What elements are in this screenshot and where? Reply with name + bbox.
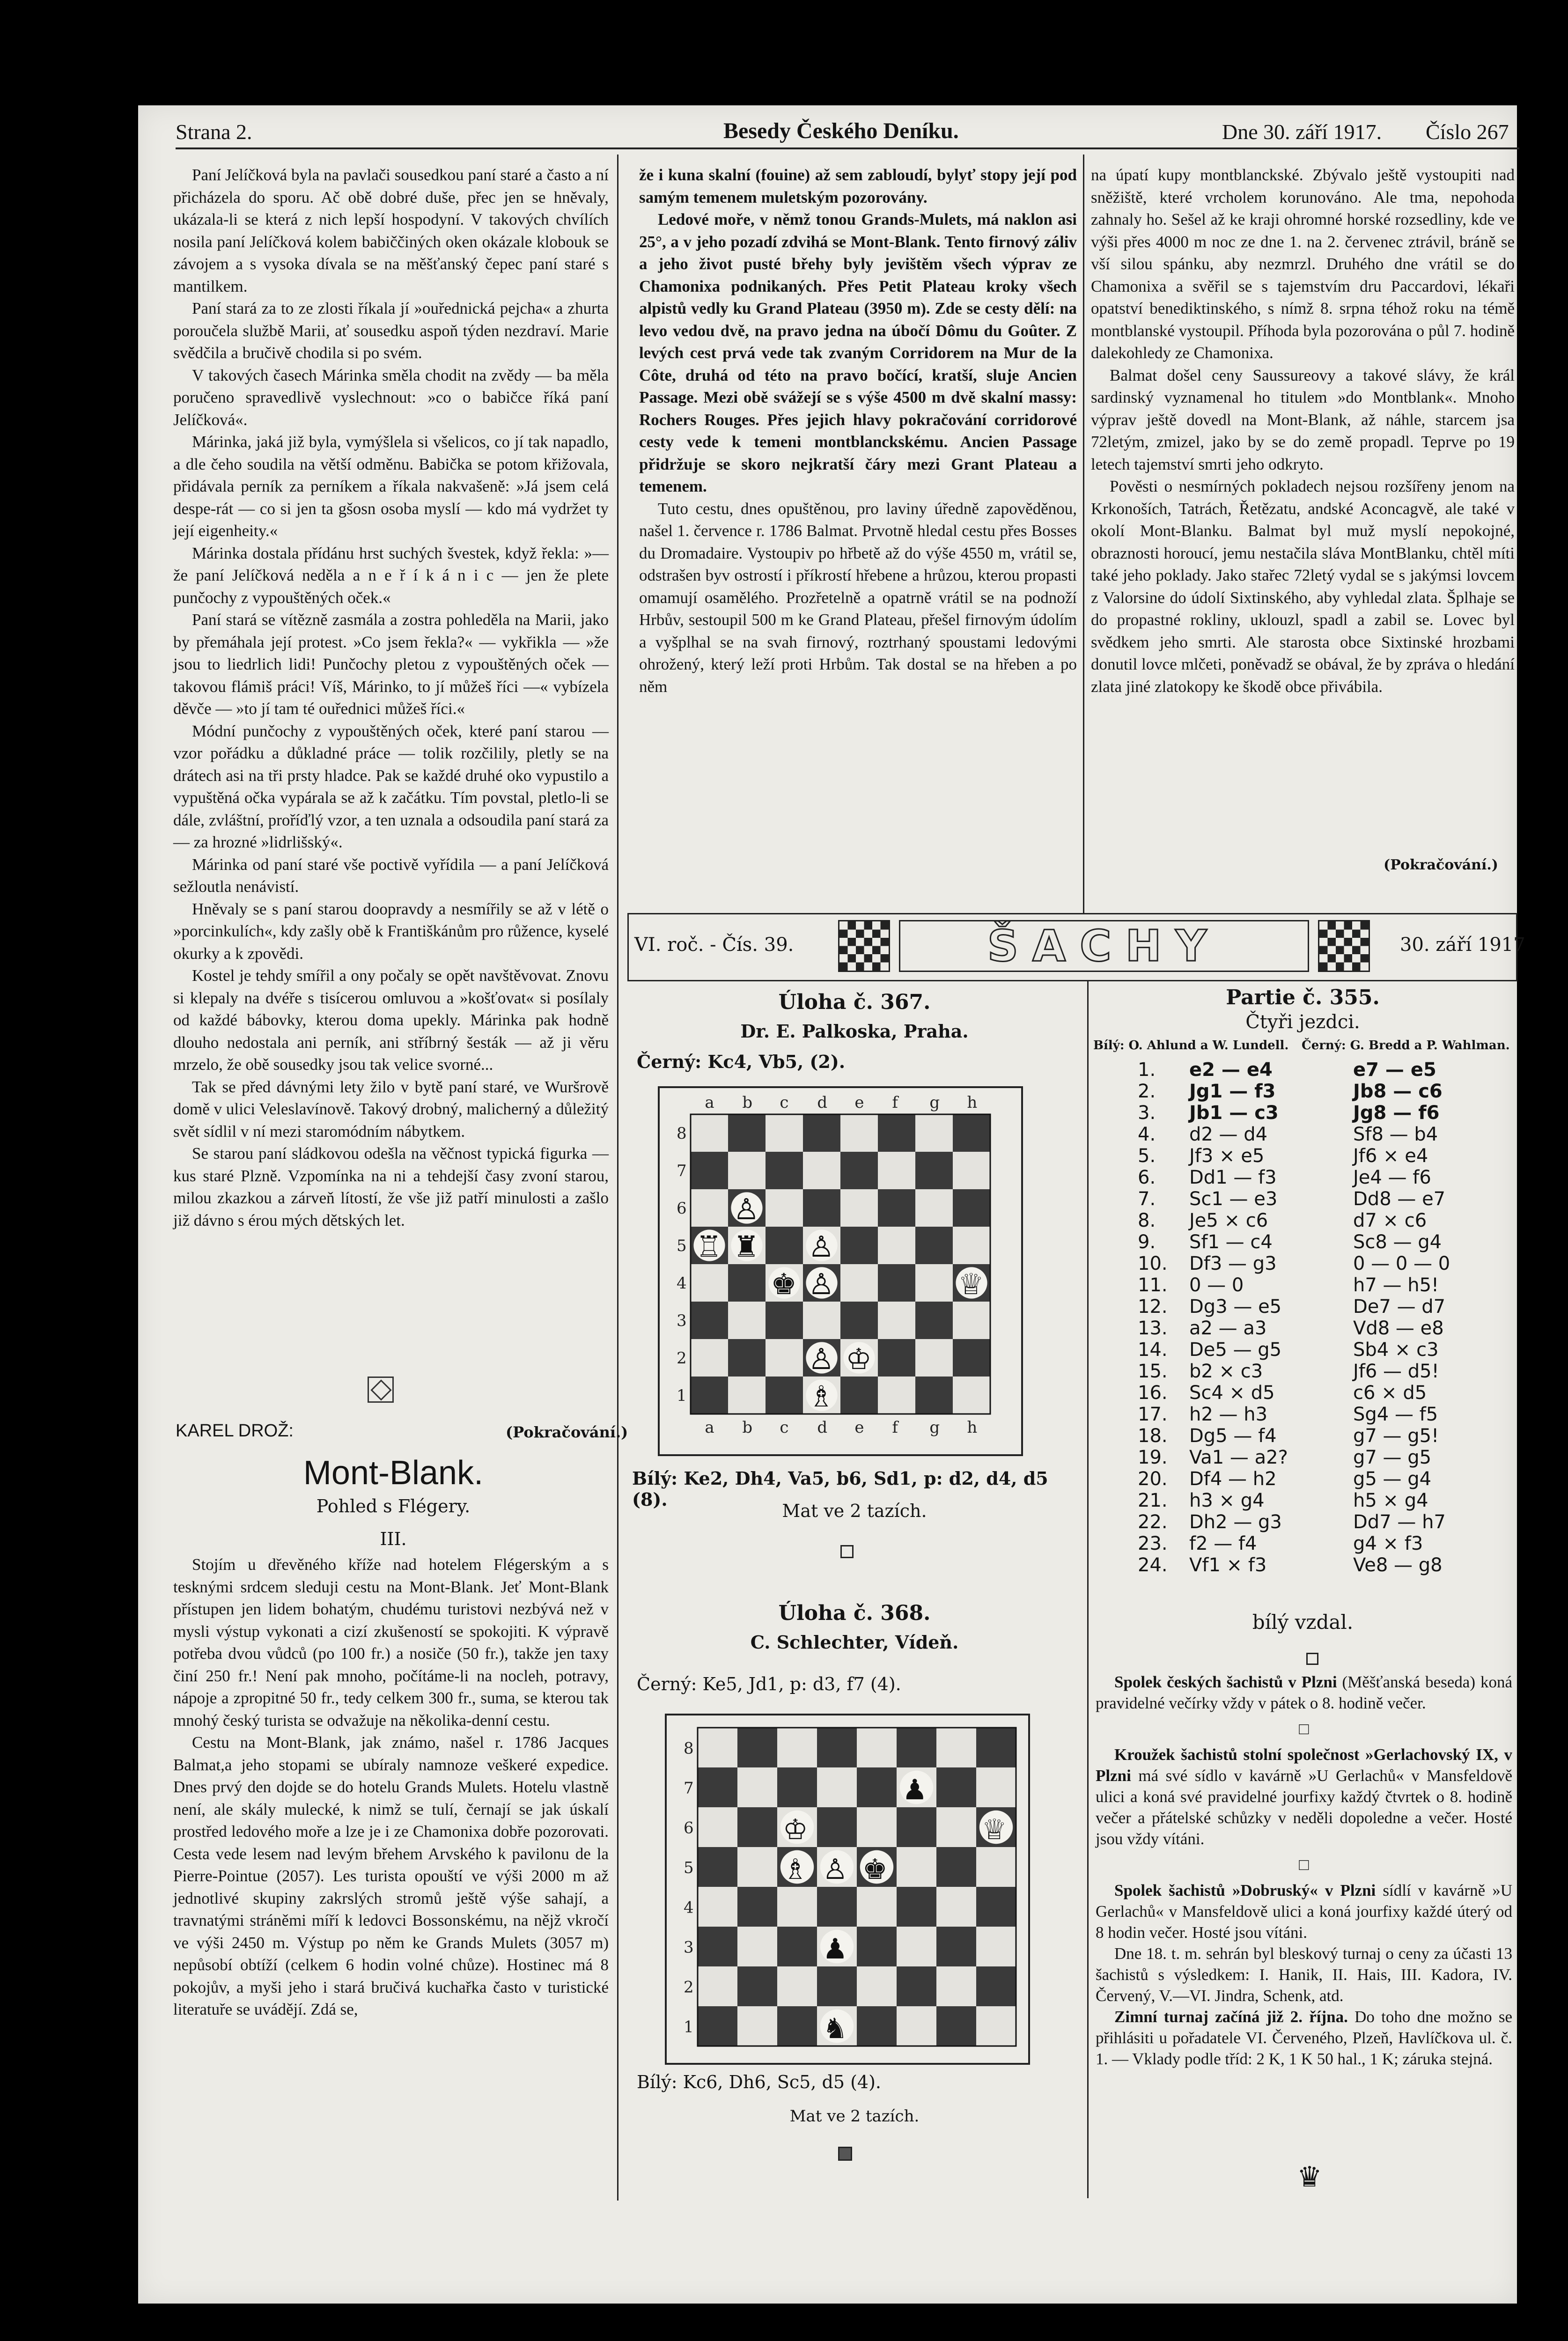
rank-label: 5	[684, 1858, 694, 1877]
board-square	[953, 1152, 990, 1189]
problem-368-black: Černý: Ke5, Jd1, p: d3, f7 (4).	[637, 1674, 901, 1694]
board-square	[817, 1966, 857, 2006]
black-move: d7 × c6	[1353, 1210, 1427, 1231]
board-square	[878, 1339, 915, 1377]
column-3: na úpatí kupy montblanckské. Zbývalo ještě vystoupiti nad sněžiště, které vrcholem korunováno. Ale tma, nepohoda zahnaly ho. Sešel až ke kraji ohromné horské rozsedliny, kde ve výši přes 4000 m noc ze dne 1. na 2. červenec ztrávil, bráně se vší silou spánku, aby nezmrzl. Druhého dne vrátil se do Chamonixa a svěřil se s tajemstvím dru Paccardovi, lékaři opatství benediktinského, s nímž 8. srpna téhož roku na témě montblanské vystoupil. Příhoda byla pozorována o půl 7. hodině dalekohledy ze Chamonixa. Balmat došel ceny Saussureovy a takové slávy, že král sardinský vyznamenal ho titulem »do Montblank«. Mnoho výprav ještě dovedl na Mont-Blank, až náhle, starcem jsa 72letým, zmizel, jako by se do země propadl. Teprve po 19 letech tajemství smrti jeho odkryto. Pověsti o nesmírných pokladech nejsou rozšířeny jenom na Krkonoších, Tatrách, Řetězatu, andské Aconcagvě, ale také v okolí Mont-Blanku. Balmat byl muž myslí nepokojné, obraznosti horoucí, jemu nestačila sláva MontBlanku, chtěl míti také jeho poklady. Jako stařec 72letý vydal se s jakýmsi lovcem z Valorsine do údolí Sixtinského, aby vyhledal zlata. Šplhaje se do propastné rokliny, uklouzl, spadl a zabil se. Lovec byl svědkem jeho smrti. Ale starosta obce Sixtinské hrozbami donutil lovce mlčeti, poněvadž se obával, že by zpráva o hledání zlata jiné zlatokopy ke škodě obce přivábila.	[1091, 166, 1515, 696]
move-number: 20.	[1138, 1468, 1168, 1490]
board-square	[728, 1302, 766, 1339]
board-square	[936, 2006, 976, 2046]
chess-piece: ♗	[808, 1379, 834, 1413]
white-move: Sc1 — e3	[1189, 1188, 1278, 1210]
board-square	[817, 1767, 857, 1807]
game-white-players: Bílý: O. Ahlund a W. Lundell.	[1093, 1038, 1289, 1053]
move-number: 6.	[1138, 1167, 1156, 1188]
board-square	[728, 1264, 766, 1302]
board-square	[698, 1927, 737, 1966]
article-title: Mont-Blank.	[303, 1454, 484, 1492]
board-square	[691, 1152, 728, 1189]
chess-piece: ♚	[771, 1267, 797, 1301]
board-square	[897, 1927, 936, 1966]
move-number: 23.	[1138, 1533, 1168, 1554]
chess-piece: ♕	[958, 1267, 984, 1301]
rank-label: 6	[677, 1199, 687, 1218]
column-rule	[617, 155, 618, 2201]
board-square	[915, 1114, 953, 1152]
problem-367-board	[658, 1086, 1023, 1456]
chess-piece: ♙	[808, 1229, 834, 1264]
white-move: Va1 — a2?	[1189, 1447, 1288, 1468]
move-number: 14.	[1138, 1339, 1168, 1361]
black-move: h5 × g4	[1353, 1490, 1428, 1511]
rank-label: 2	[677, 1349, 687, 1368]
board-square	[691, 1114, 728, 1152]
chess-piece: ♙	[808, 1267, 834, 1301]
board-square	[840, 1152, 878, 1189]
separator-icon	[1306, 1653, 1318, 1665]
board-square	[698, 1966, 737, 2006]
board-square	[953, 1189, 990, 1227]
problem-367-white: Bílý: Ke2, Dh4, Va5, b6, Sd1, p: d2, d4, d5 (8).	[632, 1468, 1048, 1510]
chess-piece: ♖	[696, 1229, 722, 1264]
file-label: c	[780, 1418, 789, 1437]
black-move: Vd8 — e8	[1353, 1318, 1444, 1339]
chess-piece: ♚	[862, 1853, 888, 1886]
rank-label: 7	[684, 1779, 694, 1798]
move-number: 22.	[1138, 1511, 1168, 1533]
rank-label: 1	[677, 1386, 687, 1405]
board-square	[857, 1887, 897, 1927]
board-square	[953, 1377, 990, 1414]
board-square	[915, 1302, 953, 1339]
chess-piece: ♙	[733, 1192, 759, 1226]
chess-piece: ♗	[782, 1853, 808, 1886]
problem-368-white: Bílý: Kc6, Dh6, Sc5, d5 (4).	[637, 2072, 881, 2092]
chess-emblem-left	[838, 920, 890, 972]
board-square	[976, 1887, 1016, 1927]
board-square	[728, 1377, 766, 1414]
rank-label: 8	[677, 1124, 687, 1143]
chess-clubs: Spolek českých šachistů v Plzni (Měšťanská beseda) koná pravidelné večírky vždy v pátek o 8. hodině večer. □ Kroužek šachistů stolní společnost »Gerlachovský IX, v Plzni má své sídlo v kavárně »U Gerlachů« v Mansfeldově ulici a koná své pravidelné jourfixy každý čtvrtek o 8. hodině večer a přátelské schůzky v neděli dopoledne a večer. Hosté jsou vždy vítáni. □ Spolek šachistů »Dobruský« v Plzni sídlí v kavárně »U Gerlachů« v Mansfeldově ulici a koná jourfixy každé úterý od 8 hodin večer. Hosté jsou vítáni. Dne 18. t. m. sehrán byl bleskový turnaj o ceny za účasti 13 šachistů s výsledkem: I. Hanik, II. Hais, III. Kadora, IV. Červený, V.—VI. Jindra, Schenk, atd. Zimní turnaj začíná již 2. října. Do toho dne možno se přihlásiti u pořadatele VI. Červeného, Plzeň, Havlíčkova ul. č. 1. — Vklady podle tříd: 2 K, 1 K 50 hal., 1 K; záruka stejná.	[1096, 1673, 1512, 2068]
board-square	[766, 1227, 803, 1264]
separator-icon	[840, 1545, 854, 1558]
board-square	[766, 1339, 803, 1377]
board-square	[936, 1887, 976, 1927]
board-square	[840, 1302, 878, 1339]
board-square	[857, 1728, 897, 1767]
rank-label: 5	[677, 1237, 687, 1255]
chess-title: ŠACHY	[899, 920, 1309, 972]
board-square	[737, 1887, 777, 1927]
separator-icon	[838, 2147, 852, 2161]
move-number: 1.	[1138, 1059, 1156, 1081]
move-number: 15.	[1138, 1361, 1168, 1382]
white-move: Sc4 × d5	[1189, 1382, 1275, 1404]
black-move: c6 × d5	[1353, 1382, 1427, 1404]
move-number: 21.	[1138, 1490, 1168, 1511]
board-square	[915, 1189, 953, 1227]
board-square	[976, 1966, 1016, 2006]
black-move: 0 — 0 — 0	[1353, 1253, 1450, 1274]
move-number: 7.	[1138, 1188, 1156, 1210]
board-square	[857, 1966, 897, 2006]
move-number: 8.	[1138, 1210, 1156, 1231]
board-square	[691, 1339, 728, 1377]
board-square	[878, 1152, 915, 1189]
file-label: a	[705, 1418, 714, 1437]
black-move: Sc8 — g4	[1353, 1231, 1442, 1253]
board-square	[976, 2006, 1016, 2046]
white-move: 0 — 0	[1189, 1274, 1244, 1296]
white-move: Dg3 — e5	[1189, 1296, 1282, 1318]
board-square	[803, 1114, 840, 1152]
board-square	[878, 1227, 915, 1264]
move-number: 10.	[1138, 1253, 1168, 1274]
board-square	[936, 1927, 976, 1966]
black-move: Jb8 — c6	[1353, 1081, 1443, 1102]
board-square	[698, 1887, 737, 1927]
white-move: a2 — a3	[1189, 1318, 1267, 1339]
board-square	[976, 1767, 1016, 1807]
file-label: e	[854, 1093, 864, 1112]
problem-368-task: Mat ve 2 tazích.	[789, 2107, 920, 2126]
black-move: Sg4 — f5	[1353, 1404, 1438, 1425]
file-label: b	[742, 1093, 753, 1112]
file-label: d	[817, 1418, 828, 1437]
file-label: f	[892, 1418, 898, 1437]
board-square	[766, 1377, 803, 1414]
move-number: 4.	[1138, 1124, 1156, 1145]
white-move: Df3 — g3	[1189, 1253, 1277, 1274]
move-number: 3.	[1138, 1102, 1156, 1124]
rank-label: 2	[684, 1978, 694, 1997]
game-black-players: Černý: G. Bredd a P. Wahlman.	[1302, 1038, 1510, 1053]
black-move: h7 — h5!	[1353, 1274, 1439, 1296]
board-square	[915, 1227, 953, 1264]
problem-367-title: Úloha č. 367.	[778, 990, 931, 1014]
board-square	[953, 1302, 990, 1339]
board-square	[777, 1927, 817, 1966]
board-square	[698, 1767, 737, 1807]
problem-367-black: Černý: Kc4, Vb5, (2).	[637, 1051, 846, 1072]
board-square	[840, 1114, 878, 1152]
board-square	[878, 1114, 915, 1152]
white-move: Dg5 — f4	[1189, 1425, 1277, 1447]
board-square	[698, 2006, 737, 2046]
board-square	[897, 1807, 936, 1847]
board-square	[777, 1887, 817, 1927]
issue-number: Číslo 267	[1426, 120, 1509, 144]
chess-piece: ♞	[822, 2012, 848, 2045]
chess-piece: ♙	[808, 1342, 834, 1376]
white-move: Je5 × c6	[1189, 1210, 1268, 1231]
file-label: b	[742, 1418, 753, 1437]
board-square	[817, 1728, 857, 1767]
chess-emblem-right	[1318, 920, 1370, 972]
game-result: bílý vzdal.	[1252, 1611, 1354, 1634]
issue-date: Dne 30. září 1917.	[1222, 120, 1382, 144]
header-rule	[176, 147, 1519, 149]
problem-368-board	[665, 1714, 1030, 2065]
board-square	[698, 1728, 737, 1767]
section-number: III.	[380, 1529, 407, 1549]
board-square	[953, 1114, 990, 1152]
file-label: a	[705, 1093, 714, 1112]
black-move: Sb4 × c3	[1353, 1339, 1439, 1361]
board-square	[976, 1927, 1016, 1966]
white-move: Jf3 × e5	[1189, 1145, 1265, 1167]
board-square	[857, 1927, 897, 1966]
white-move: Sf1 — c4	[1189, 1231, 1273, 1253]
board-square	[766, 1114, 803, 1152]
problem-367-author: Dr. E. Palkoska, Praha.	[740, 1021, 969, 1042]
move-number: 19.	[1138, 1447, 1168, 1468]
black-move: Jf6 — d5!	[1353, 1361, 1439, 1382]
board-square	[915, 1339, 953, 1377]
board-square	[936, 1966, 976, 2006]
board-square	[976, 1728, 1016, 1767]
board-square	[915, 1152, 953, 1189]
masthead: Besedy Českého Deníku.	[723, 118, 959, 143]
black-move: Dd8 — e7	[1353, 1188, 1446, 1210]
ornament-icon	[368, 1377, 394, 1403]
chess-piece: ♟	[902, 1774, 928, 1806]
chess-piece: ♟	[822, 1933, 848, 1966]
board-square	[777, 1767, 817, 1807]
move-number: 16.	[1138, 1382, 1168, 1404]
board-square	[777, 1728, 817, 1767]
board-square	[857, 2006, 897, 2046]
black-move: Je4 — f6	[1353, 1167, 1431, 1188]
board-square	[840, 1189, 878, 1227]
continued-note-3: (Pokračování.)	[1384, 857, 1498, 873]
column-rule	[1087, 981, 1089, 2198]
board-square	[691, 1302, 728, 1339]
chess-piece: ♙	[822, 1853, 848, 1886]
board-square	[737, 1728, 777, 1767]
file-label: g	[929, 1418, 940, 1437]
move-number: 18.	[1138, 1425, 1168, 1447]
column-1-bottom: Stojím u dřevěného kříže nad hotelem Flégerským a s tesknými srdcem sleduji cestu na Mont-Blank. Jeť Mont-Blank přístupen jen lidem bohatým, chudému turistovi nezbývá než v mysli výstup vykonati a cizí zkušeností se spokojiti. K výpravě potřeba dvou vůdců (po 100 fr.) a nosiče (50 fr.), takže jen taxy činí 250 fr.! Není pak mnoho, počítáme-li na nocleh, potravy, nápoje a zpropitné 50 fr., tedy celkem 300 fr., suma, se kterou tak mnohý český turista se odvažuje na několika-denní cestu. Cestu na Mont-Blank, jak známo, našel r. 1786 Jacques Balmat,a jeho stopami se ubíraly namnoze veškeré expedice. Dnes prvý den dojde se do hotelu Grands Mulets. Hotelu vlastně není, ale skály mulecké, k nimž se tulí, černají se jak úskalí prostřed ledového moře a lze je i ze Chamonixa dobře pozorovati. Cesta vede lesem nad levým břehem Arvského k pavilonu de la Pierre-Pointue (2057). Les turista opouští ve výši 2000 m až jednotlivé skupiny zakrslých stromů ještě výše sahají, a travnatými stráněmi míří k ledovci Bossonskému, na nějž vkročí ve výši 2450 m. Výstup po něm ke Grands Mulets (3057 m) nepůsobí obtíží (celkem 6 hodin volné chůze). Hostinec má 8 pokojův, a myši jeho i stará bručivá kuchařka často v turistické literatuře se uvádějí. Zdá se,	[173, 1555, 609, 2018]
board-square	[766, 1152, 803, 1189]
move-number: 13.	[1138, 1318, 1168, 1339]
black-move: g4 × f3	[1353, 1533, 1423, 1554]
black-move: De7 — d7	[1353, 1296, 1446, 1318]
board-square	[936, 1807, 976, 1847]
file-label: f	[892, 1093, 898, 1112]
black-move: g7 — g5	[1353, 1447, 1432, 1468]
board-square	[737, 2006, 777, 2046]
board-square	[897, 2006, 936, 2046]
board-square	[698, 1807, 737, 1847]
white-move: e2 — e4	[1189, 1059, 1273, 1081]
article-subtitle: Pohled s Flégery.	[316, 1496, 471, 1516]
board-square	[803, 1152, 840, 1189]
board-square	[737, 1807, 777, 1847]
move-number: 5.	[1138, 1145, 1156, 1167]
white-move: Jb1 — c3	[1189, 1102, 1279, 1124]
board-square	[817, 1807, 857, 1847]
file-label: d	[817, 1093, 828, 1112]
crown-icon: ♛	[1297, 2161, 1322, 2194]
column-2: že i kuna skalní (fouine) až sem zabloudí, bylyť stopy její pod samým temenem muletským pozorovány. Ledové moře, v němž tonou Grands-Mulets, má naklon asi 25°, a v jeho pozadí zdvihá se Mont-Blank. Tento firnový záliv a jeho život pusté břehy byly jevištěm všech výprav ze Chamonixa podnikaných. Přes Petit Plateau kroky všech alpistů vedly ku Grand Plateau (3950 m). Zde se cesty dělí: na levo vedou dvě, na pravo jedna na úbočí Dômu du Goûter. Z levých cest prvá vede tak zvaným Corridorem na Mur de la Côte, druhá od této na pravo bočící, kratší, sluje Ancien Passage. Mezi obě svážejí se s výše 4500 m dvě skalní massy: Rochers Rouges. Přes jejich hlavy pokračování corridorové cesty vede k temeni montblanckskému. Ancien Passage přidržuje se skoro nejkratší čáry mezi Grant Plateau a temenem. Tuto cestu, dnes opuštěnou, pro laviny úředně zapověděnou, našel 1. července r. 1786 Balmat. Prvotně hledal cestu přes Bosses du Dromadaire. Vystoupiv po hřbetě až do výše 4550 m, vrátil se, odstrašen byv ostrostí i příkrostí hřebene a hrůzou, kterou propasti omamují osamělého. Prozřetelně a opatrně vrátil se na podnoží Hrbův, sestoupil 500 m ke Grand Plateau, přešel firnovým údolím a vyšplhal se na svah firnový, roztrhaný spoustami ledovými ohrožený, který leží proti Hrbům. Tak dostal se na hřeben a po něm	[639, 166, 1077, 696]
board-square	[766, 1189, 803, 1227]
board-square	[936, 1847, 976, 1887]
black-move: g5 — g4	[1353, 1468, 1432, 1490]
board-square	[878, 1302, 915, 1339]
problem-368-title: Úloha č. 368.	[778, 1601, 931, 1625]
board-square	[737, 1847, 777, 1887]
board-square	[953, 1227, 990, 1264]
file-label: h	[967, 1418, 978, 1437]
file-label: g	[929, 1093, 940, 1112]
rank-label: 6	[684, 1818, 694, 1838]
board-square	[698, 1847, 737, 1887]
chess-volume: VI. roč. - Čís. 39.	[634, 934, 794, 956]
board-square	[777, 2006, 817, 2046]
chess-piece: ♕	[981, 1813, 1007, 1846]
board-square	[857, 1807, 897, 1847]
board-square	[737, 1966, 777, 2006]
board-square	[691, 1264, 728, 1302]
board-square	[728, 1114, 766, 1152]
chess-piece: ♜	[733, 1229, 759, 1264]
board-square	[857, 1767, 897, 1807]
white-move: Jg1 — f3	[1189, 1081, 1276, 1102]
black-move: Ve8 — g8	[1353, 1554, 1443, 1576]
board-square	[728, 1339, 766, 1377]
board-square	[878, 1377, 915, 1414]
white-move: f2 — f4	[1189, 1533, 1257, 1554]
black-move: Sf8 — b4	[1353, 1124, 1438, 1145]
move-number: 11.	[1138, 1274, 1168, 1296]
rank-label: 7	[677, 1162, 687, 1180]
white-move: b2 × c3	[1189, 1361, 1263, 1382]
black-move: g7 — g5!	[1353, 1425, 1439, 1447]
white-move: Df4 — h2	[1189, 1468, 1277, 1490]
problem-367-task: Mat ve 2 tazích.	[782, 1501, 927, 1521]
rank-label: 8	[684, 1739, 694, 1758]
chess-date: 30. září 1917	[1400, 934, 1525, 956]
rank-label: 4	[684, 1898, 694, 1917]
column-1-top: Paní Jelíčková byla na pavlači sousedkou paní staré a často a ní přicházela do sporu. Ač obě dobré duše, přec jen se hněvaly, ukázala-li se která z nich lepší hospodyní. V takových chvílích nosila paní Jelíčková kolem babiččiných oken okázale klobouk se závojem a s vysoka dívala se na měšťanský čepec paní staré s mantilkem. Paní stará za to ze zlosti říkala jí »ouřednická pejcha« a zhurta poroučela službě Marii, ať sousedku aspoň týden nezdraví. Marie svědčila a bručivě chodila si po svém. V takových časech Márinka směla chodit na zvědy — ba měla poručeno spravedlivě vyslechnout: »co o babičce říká paní Jelíčková«. Márinka, jaká již byla, vymýšlela si všelicos, co jí tak napadlo, a dle čeho soudila na větší odměnu. Babička se potom křižovala, přidávala perník za perníkem a říkala nakvašeně: »Já jsem celá despe-rát — co si jen ta gšosn osoba myslí — kdo má vydržet ty její eigenheity.« Márinka dostala přídánu hrst suchých švestek, když řekla: »— že paní Jelíčková neděla a n e ř í k á n i c — jen že plete punčochy z vypouštěných oček.« Paní stará se vítězně zasmála a zostra pohleděla na Marii, jako by přemáhala její protest. »Co jsem řekla?« — vykřikla — »že jsou to liedrlich lidi! Punčochy pletou z vypouštěných oček — takovou flámiš práci! Víš, Márinko, to jí můžeš říci —« vybízela děvče — »to jí tam té ouřednici můžeš říci.« Módní punčochy z vypouštěných oček, které paní starou — vzor pořádku a důkladné práce — tolik rozčilily, pletly se na drátech asi na tři prsty hladce. Pak se každé druhé oko vypustilo a vypuštěná očka vypárala se až k začátku. Tím povstal, pletlo-li se dále, zvláštní, proříďlý vzor, a ten uznala a odsoudila paní stará za — za hrozné »lidrlišský«. Márinka od paní staré vše poctivě vyřídila — a paní Jelíčková sežloutla nenávistí. Hněvaly se s paní starou doopravdy a nesmířily se až v létě o »porcinkulích«, kdy zašly obě k Františkánům pro růžence, kyselé okurky a k zpovědi. Kostel je tehdy smířil a ony počaly se opět navštěvovat. Znovu si klepaly na dvéře s tisícerou omluvou a »košťovat« si posílaly od každé bábovky, kterou doma upekly. Márinka pak hodně dlouho nedostala ani perník, ani stříbrný šesták — až ji věru mrzelo, že obě sousedky jsou tak velice svorné... Tak se před dávnými lety žilo v bytě paní staré, ve Wuršrově domě v ulici Veleslavínově. Takový drobný, malicherný a důležitý svět sídlil v ní mezi staromódním nábytkem. Se starou paní sládkovou odešla na věčnost typická figurka — kus staré Plzně. Vzpomínka na ni a tehdejší časy zvoní starou, milou zkazkou a zárveň lítostí, že vše již patří minulosti a zašlo již dávno s érou mých dětských let.	[173, 166, 609, 1229]
board-square	[878, 1189, 915, 1227]
board-square	[803, 1302, 840, 1339]
move-number: 12.	[1138, 1296, 1168, 1318]
game-opening: Čtyři jezdci.	[1245, 1011, 1360, 1033]
rank-label: 1	[684, 2017, 694, 2037]
black-move: Jg8 — f6	[1353, 1102, 1440, 1124]
board-square	[728, 1152, 766, 1189]
board-square	[936, 1728, 976, 1767]
column-rule	[1083, 155, 1084, 913]
board-square	[840, 1264, 878, 1302]
move-number: 2.	[1138, 1081, 1156, 1102]
white-move: Dd1 — f3	[1189, 1167, 1277, 1188]
chess-piece: ♔	[782, 1813, 808, 1846]
board-square	[897, 1966, 936, 2006]
move-number: 9.	[1138, 1231, 1156, 1253]
white-move: Vf1 × f3	[1189, 1554, 1267, 1576]
page-number: Strana 2.	[176, 120, 252, 144]
board-square	[817, 1887, 857, 1927]
game-title: Partie č. 355.	[1226, 986, 1380, 1009]
board-square	[840, 1227, 878, 1264]
board-square	[897, 1887, 936, 1927]
file-label: h	[967, 1093, 978, 1112]
rank-label: 4	[677, 1274, 687, 1293]
board-square	[840, 1377, 878, 1414]
board-square	[878, 1264, 915, 1302]
file-label: c	[780, 1093, 789, 1112]
board-square	[691, 1189, 728, 1227]
rank-label: 3	[684, 1938, 694, 1957]
board-square	[976, 1847, 1016, 1887]
board-square	[897, 1728, 936, 1767]
file-label: e	[854, 1418, 864, 1437]
board-square	[737, 1927, 777, 1966]
white-move: h2 — h3	[1189, 1404, 1268, 1425]
white-move: Dh2 — g3	[1189, 1511, 1282, 1533]
board-square	[915, 1264, 953, 1302]
black-move: e7 — e5	[1353, 1059, 1436, 1081]
black-move: Dd7 — h7	[1353, 1511, 1446, 1533]
white-move: h3 × g4	[1189, 1490, 1265, 1511]
board-square	[897, 1847, 936, 1887]
continued-note: (Pokračování.)	[506, 1423, 628, 1441]
board-square	[803, 1189, 840, 1227]
board-square	[737, 1767, 777, 1807]
move-number: 24.	[1138, 1554, 1168, 1576]
chess-piece: ♔	[846, 1342, 872, 1376]
board-square	[766, 1302, 803, 1339]
board-square	[953, 1339, 990, 1377]
board-square	[691, 1377, 728, 1414]
board-square	[915, 1377, 953, 1414]
black-move: Jf6 × e4	[1353, 1145, 1428, 1167]
board-square	[936, 1767, 976, 1807]
white-move: De5 — g5	[1189, 1339, 1282, 1361]
article-author: KAREL DROŽ:	[176, 1421, 294, 1441]
problem-368-author: C. Schlechter, Vídeň.	[750, 1632, 959, 1653]
white-move: d2 — d4	[1189, 1124, 1268, 1145]
move-number: 17.	[1138, 1404, 1168, 1425]
rank-label: 3	[677, 1311, 687, 1330]
board-square	[777, 1966, 817, 2006]
